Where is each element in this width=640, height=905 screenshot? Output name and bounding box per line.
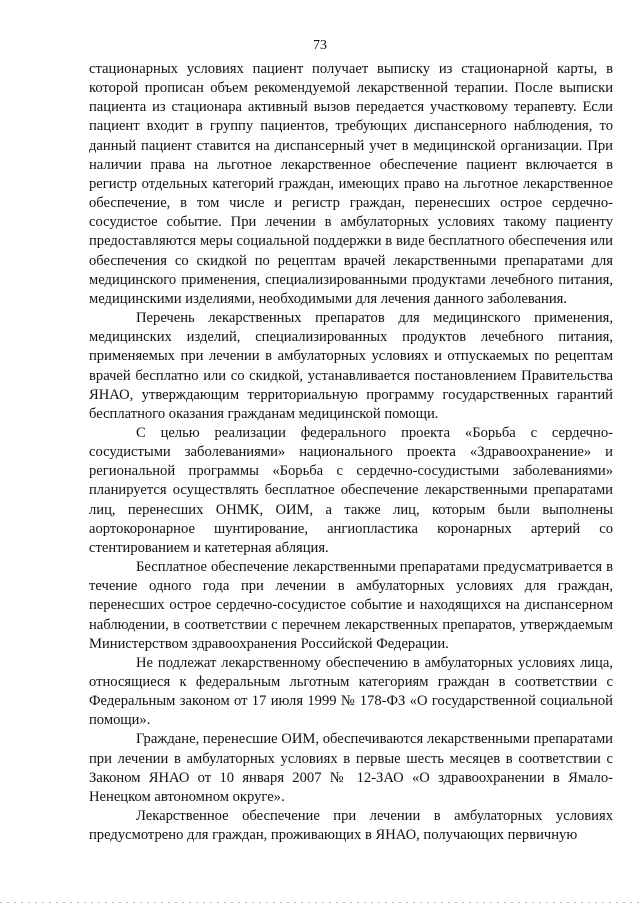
document-body <box>89 60 613 845</box>
page-number: 73 <box>313 38 327 53</box>
paragraph-free-provision: Бесплатное обеспечение лекарственными препаратами предусматривается в течение одного года при лечении в амбулаторных условиях для граждан, перенесших острое сердечно-сосудистое событие и находящихся на диспансерном наблюдении, в соответствии с перечнем лекарственных препаратов, утверждаемым Министерством здравоохранения Российской Федерации. <box>89 559 613 652</box>
paragraph-drug-list: Перечень лекарственных препаратов для медицинского применения, медицинских изделий, специализированных продуктов лечебного питания, применяемых при лечении в амбулаторных условиях и отпускаемых по рецептам врачей бесплатно или со скидкой, устанавливается постановлением Правительства ЯНАО, утверждающим территориальную программу государственных гарантий бесплатного оказания гражданам медицинской помощи. <box>89 310 613 422</box>
paragraph-federal-project: С целью реализации федерального проекта «Борьба с сердечно-сосудистыми заболеваниями» национального проекта «Здравоохранение» и региональной программы «Борьба с сердечно-сосудистыми заболеваниями» планируется осуществлять бесплатное обеспечение лекарственными препаратами лиц, перенесших ОНМК, ОИМ, а также лиц, которым были выполнены аортокоронарное шунтирование, ангиопластика коронарных артерий со стентированием и катетерная абляция. <box>89 424 613 556</box>
paragraph-oim-patients: Граждане, перенесшие ОИМ, обеспечиваются лекарственными препаратами при лечении в амбулаторных условиях в первые шесть месяцев в соответствии с Законом ЯНАО от 10 января 2007 № 12-ЗАО «О здравоохранении в Ямало-Ненецком автономном округе». <box>89 731 613 805</box>
paragraph-residents: Лекарственное обеспечение при лечении в амбулаторных условиях предусмотрено для граждан, проживающих в ЯНАО, получающих первичную <box>89 808 613 844</box>
paragraph-federal-beneficiaries: Не подлежат лекарственному обеспечению в амбулаторных условиях лица, относящиеся к федеральным льготным категориям граждан в соответствии с Федеральным законом от 17 июля 1999 № 178-ФЗ «О государственной социальной помощи». <box>89 654 613 729</box>
paragraph-continuation: стационарных условиях пациент получает выписку из стационарной карты, в которой прописан объем рекомендуемой лекарственной терапии. После выписки пациента из стационара активный вызов передается участковому терапевту. Если пациент входит в группу пациентов, требующих диспансерного наблюдения, то данный пациент ставится на диспансерный учет в медицинской организации. При наличии права на льготное лекарственное обеспечение пациент включается в регистр отдельных категорий граждан, имеющих право на льготное лекарственное обеспечение, в том числе и регистр граждан, перенесших острое сердечно-сосудистое событие. При лечении в амбулаторных условиях такому пациенту предоставляются меры социальной поддержки в виде бесплатного обеспечения или обеспечения со скидкой по рецептам врачей лекарственными препаратами для медицинского применения, специализированными продуктами лечебного питания, медицинскими изделиями, необходимыми для лечения данного заболевания. <box>89 61 613 307</box>
scan-edge-mark <box>0 902 640 903</box>
